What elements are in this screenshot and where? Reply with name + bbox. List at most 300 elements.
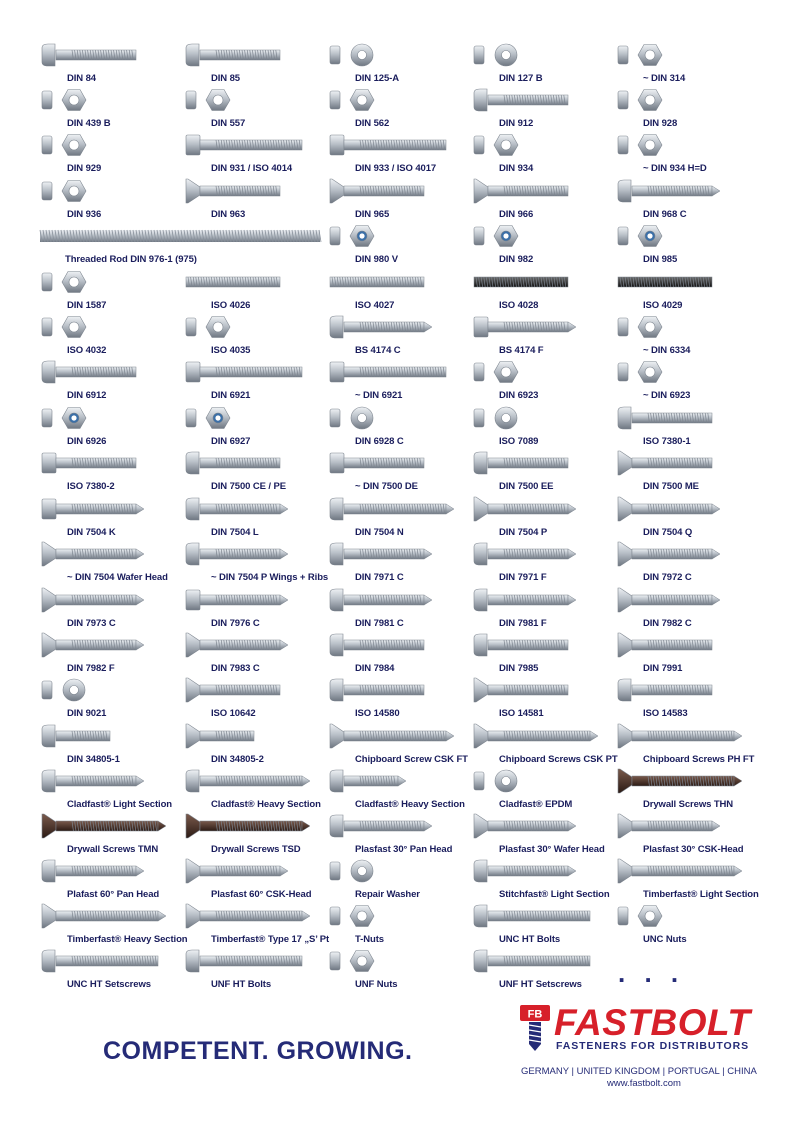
flange-bolt-icon (186, 362, 302, 382)
hex-tapping-icon (184, 585, 324, 615)
dome-cap-nut-icon (40, 267, 180, 297)
countersunk-slotted-icon (186, 179, 280, 203)
product-label: DIN 929 (67, 163, 102, 174)
epdm-washer-icon (472, 766, 612, 796)
chipboard-csk-full-icon (330, 724, 454, 748)
product-label: DIN 6921 (211, 390, 251, 401)
product-label: ISO 7380-1 (643, 436, 691, 447)
pan-self-drill-long-icon (328, 494, 468, 524)
coupling-nut-icon (618, 317, 662, 338)
flange-metal-lock-nut-icon (186, 408, 230, 429)
product-label: DIN 7500 CE / PE (211, 481, 286, 492)
pan-machine-cross-icon (474, 634, 568, 656)
lock-nut-icon (330, 226, 374, 247)
threaded-rod-icon (40, 230, 321, 242)
product-label: Chipboard Screw CSK FT (355, 754, 468, 765)
serrated-flange-bolt-icon (328, 357, 468, 387)
raised-csk-slotted-tapping-icon (42, 588, 144, 612)
weld-hex-nut-icon (42, 135, 86, 156)
product-label: UNC HT Bolts (499, 934, 561, 945)
product-label: DIN 7991 (643, 663, 683, 674)
flange-nut-icon (474, 362, 518, 383)
pan-cross-tapping-icon (330, 589, 432, 611)
cladfast-heavy-short-icon (330, 770, 406, 792)
cheese-torx-icon (328, 675, 468, 705)
thin-hex-nut-icon (40, 85, 180, 115)
chipboard-csk-partial-icon (474, 724, 598, 748)
hex-washer-tapping-icon (328, 403, 468, 433)
product-label: DIN 985 (643, 254, 678, 265)
button-flange-icon (42, 453, 136, 473)
product-label: DIN 439 B (67, 118, 111, 129)
wafer-self-drill-icon (40, 539, 180, 569)
raised-csk-cross-tapping-icon (186, 633, 288, 657)
t-nut-icon (328, 901, 468, 931)
pan-torx-icon (616, 675, 756, 705)
flange-bolt-icon (184, 357, 324, 387)
hex-bolt-partial-icon (186, 135, 302, 155)
drywall-coarse-icon (42, 814, 166, 838)
product-label: DIN 7972 C (643, 572, 692, 583)
chipboard-csk-full-icon (328, 721, 468, 751)
cheese-torx-icon (330, 679, 424, 701)
product-label: ISO 7380-2 (67, 481, 115, 492)
product-label: Plasfast 30° Pan Head (355, 844, 453, 855)
hex-nut-high-icon (616, 130, 756, 160)
plasfast-60-csk-icon (186, 859, 288, 883)
product-label: UNC Nuts (643, 934, 687, 945)
screw-cheese-head-icon (42, 44, 136, 66)
pan-cross-tapping-icon (328, 585, 468, 615)
product-label: ISO 14580 (355, 708, 400, 719)
product-label: DIN 7971 C (355, 572, 404, 583)
product-label: DIN 34805-2 (211, 754, 264, 765)
product-label: DIN 85 (211, 73, 240, 84)
timberfast-light-icon (616, 856, 756, 886)
nylon-lock-nut-thin-icon (618, 226, 662, 247)
pan-tapping-collar-icon (618, 180, 720, 202)
set-screw-cup-black-icon (618, 277, 712, 287)
wings-self-drill-icon (186, 543, 288, 565)
drywall-drill-icon (184, 811, 324, 841)
product-label: ~ DIN 7504 P Wings + Ribs (211, 572, 329, 583)
large-washer-icon (40, 675, 180, 705)
product-label: Cladfast® Heavy Section (355, 799, 465, 810)
product-label: Timberfast® Heavy Section (67, 934, 188, 945)
csk-thread-forming-icon (618, 451, 712, 475)
nylon-lock-nut-thin-icon (616, 221, 756, 251)
product-label: DIN 1587 (67, 300, 107, 311)
repair-washer-icon (330, 860, 373, 882)
product-label: Stitchfast® Light Section (499, 889, 610, 900)
product-label: ~ DIN 6923 (643, 390, 691, 401)
thin-square-nut-icon (328, 85, 468, 115)
socket-cap-screw-icon (472, 85, 612, 115)
product-label: DIN 7981 F (499, 618, 547, 629)
unf-nut-icon (330, 951, 374, 972)
csk-cross-tapping-flat-icon (42, 633, 144, 657)
fastbolt-logo (520, 1002, 770, 1062)
csk-torx-icon (472, 675, 612, 705)
wing-nut-icon (616, 40, 756, 70)
chipboard-pan-icon (618, 724, 742, 748)
timberfast-light-icon (618, 859, 742, 883)
logo-mark-tip (529, 1044, 541, 1051)
raised-csk-self-drill-icon (616, 494, 756, 524)
flange-lock-nut-icon (42, 408, 86, 429)
product-label: ISO 14581 (499, 708, 544, 719)
timberfast-type17-icon (186, 904, 310, 928)
hex-washer-tapping-icon (330, 407, 373, 429)
product-label: DIN 127 B (499, 73, 543, 84)
repair-washer-icon (328, 856, 468, 886)
plasfast-csk-icon (616, 811, 756, 841)
csk-torx-short-icon (186, 724, 254, 748)
unf-setscrew-icon (472, 946, 612, 976)
product-label: DIN 6926 (67, 436, 107, 447)
product-label: DIN 7982 C (643, 618, 692, 629)
hex-nut-icon (42, 317, 86, 338)
brand-tagline: FASTENERS FOR DISTRIBUTORS (556, 1040, 749, 1052)
product-label: ISO 4027 (355, 300, 395, 311)
pan-tapping-collar-icon (616, 176, 756, 206)
hex-nut-icon (474, 135, 518, 156)
product-label: DIN 968 C (643, 209, 687, 220)
country-list: GERMANY | UNITED KINGDOM | PORTUGAL | CHINA (521, 1066, 757, 1077)
product-label: Plasfast 60° CSK-Head (211, 889, 312, 900)
plasfast-csk-icon (618, 814, 720, 838)
product-label: ISO 4035 (211, 345, 251, 356)
product-label: DIN 7981 C (355, 618, 404, 629)
stitchfast-icon (474, 860, 576, 882)
t-nut-icon (330, 906, 374, 927)
csk-self-drill-icon (474, 497, 576, 521)
product-label: Timberfast® Type 17 „S’ Pt (211, 934, 330, 945)
product-label: T-Nuts (355, 934, 384, 945)
chipboard-csk-partial-icon (472, 721, 612, 751)
cladfast-light-icon (40, 766, 180, 796)
pan-thread-forming-icon (184, 448, 324, 478)
csk-socket-icon (616, 630, 756, 660)
product-label: DIN 980 V (355, 254, 398, 265)
hex-thread-forming-icon (330, 453, 424, 473)
csk-self-drill-icon (472, 494, 612, 524)
screw-pan-slotted-icon (184, 40, 324, 70)
product-label: UNF Nuts (355, 979, 398, 990)
csk-socket-iso-icon (184, 675, 324, 705)
pan-slotted-tapping-icon (330, 543, 432, 565)
drywall-fine-icon (616, 766, 756, 796)
product-label: DIN 7500 ME (643, 481, 699, 492)
product-label: DIN 557 (211, 118, 246, 129)
chipboard-pan-icon (616, 721, 756, 751)
product-label: DIN 84 (67, 73, 96, 84)
countersunk-cross-icon (328, 176, 468, 206)
square-nut-icon (184, 85, 324, 115)
unc-setscrew-icon (42, 950, 158, 972)
pan-self-drill-icon (186, 498, 288, 520)
product-label: ~ DIN 6334 (643, 345, 691, 356)
flange-lock-nut-icon (40, 403, 180, 433)
product-label: ISO 7089 (499, 436, 539, 447)
product-label: DIN 7504 N (355, 527, 404, 538)
cladfast-heavy-short-icon (328, 766, 468, 796)
pan-machine-cross-icon (472, 630, 612, 660)
button-head-icon (618, 407, 712, 429)
pan-torx-short-icon (42, 725, 110, 747)
cladfast-light-icon (42, 770, 144, 792)
product-label: DIN 7504 Q (643, 527, 693, 538)
product-label: ~ DIN 6921 (355, 390, 403, 401)
product-label: ~ DIN 7504 Wafer Head (67, 572, 168, 583)
plafast-pan-icon (42, 860, 144, 882)
product-label: DIN 7500 EE (499, 481, 554, 492)
drywall-drill-icon (186, 814, 310, 838)
set-screw-dog-black-icon (474, 277, 568, 287)
screw-cheese-head-icon (40, 40, 180, 70)
pan-cross-tapping-flat-icon (472, 585, 612, 615)
product-label: DIN 7985 (499, 663, 539, 674)
set-screw-dog-black-icon (472, 267, 612, 297)
product-label: DIN 34805-1 (67, 754, 120, 765)
timberfast-type17-icon (184, 901, 324, 931)
drywall-coarse-icon (40, 811, 180, 841)
unf-bolt-icon (184, 946, 324, 976)
low-socket-cap-icon (42, 361, 136, 383)
unf-bolt-icon (186, 950, 302, 972)
wing-nut-icon (618, 45, 662, 66)
washer-icon (330, 44, 373, 66)
nylon-lock-nut-icon (474, 226, 518, 247)
plasfast-wafer-icon (472, 811, 612, 841)
product-label: DIN 7976 C (211, 618, 260, 629)
product-label: Drywall Screws TMN (67, 844, 159, 855)
square-nut-icon (186, 90, 230, 111)
product-label: Plasfast 30° Wafer Head (499, 844, 605, 855)
product-label: DIN 9021 (67, 708, 107, 719)
thin-square-nut-icon (330, 90, 374, 111)
set-screw-flat-icon (186, 277, 280, 287)
product-label: DIN 934 (499, 163, 534, 174)
thin-hex-nut-icon (42, 90, 86, 111)
product-label: DIN 936 (67, 209, 102, 220)
weld-square-nut-icon (618, 90, 662, 111)
raised-csk-cross-tapping-icon (184, 630, 324, 660)
set-screw-cone-icon (328, 267, 468, 297)
csk-slotted-tapping-icon (618, 542, 720, 566)
timberfast-heavy-icon (42, 904, 166, 928)
serrated-flange-bolt-icon (330, 362, 446, 382)
pan-slotted-tapping-flat-icon (472, 539, 612, 569)
product-label: Chipboard Screws CSK PT (499, 754, 618, 765)
product-label: DIN 7984 (355, 663, 395, 674)
unc-setscrew-icon (40, 946, 180, 976)
csk-socket-iso-icon (186, 678, 280, 702)
csk-socket-icon (618, 633, 712, 657)
product-label: ISO 10642 (211, 708, 256, 719)
lock-nut-icon (328, 221, 468, 251)
unf-nut-icon (328, 946, 468, 976)
hex-bolt-partial-icon (184, 130, 324, 160)
flange-tapping-screw-icon (474, 317, 576, 337)
hex-bolt-full-icon (328, 130, 468, 160)
product-label: DIN 6928 C (355, 436, 404, 447)
product-label: DIN 7504 K (67, 527, 116, 538)
product-label: Chipboard Screws PH FT (643, 754, 755, 765)
product-label: DIN 931 / ISO 4014 (211, 163, 293, 174)
brand-name: FASTBOLT (554, 1002, 751, 1043)
product-label: DIN 928 (643, 118, 678, 129)
cladfast-heavy-icon (184, 766, 324, 796)
product-label: DIN 965 (355, 209, 390, 220)
product-label: ~ DIN 934 H=D (643, 163, 707, 174)
flange-metal-lock-nut-icon (184, 403, 324, 433)
product-label: DIN 125-A (355, 73, 399, 84)
product-label: ISO 4026 (211, 300, 251, 311)
plasfast-pan-icon (330, 815, 432, 837)
product-label: ISO 4029 (643, 300, 683, 311)
product-label: DIN 912 (499, 118, 534, 129)
product-label: DIN 982 (499, 254, 534, 265)
product-label: ISO 4028 (499, 300, 539, 311)
plafast-pan-icon (40, 856, 180, 886)
hex-self-drill-icon (40, 494, 180, 524)
unc-bolt-icon (474, 905, 590, 927)
csk-cross-tapping-flat-icon (40, 630, 180, 660)
hex-thread-forming-icon (328, 448, 468, 478)
product-label: DIN 6923 (499, 390, 539, 401)
product-label: DIN 7983 C (211, 663, 260, 674)
product-label: DIN 6927 (211, 436, 251, 447)
product-label: Threaded Rod DIN 976-1 (975) (65, 254, 197, 265)
spring-washer-icon (472, 40, 612, 70)
hex-nut-high-icon (618, 135, 662, 156)
countersunk-cross-icon (330, 179, 424, 203)
unc-nut-icon (618, 906, 662, 927)
hex-jam-nut-icon (40, 176, 180, 206)
washer-icon (328, 40, 468, 70)
plasfast-wafer-icon (474, 814, 576, 838)
set-screw-cup-black-icon (616, 267, 756, 297)
csk-slotted-tapping-icon (616, 539, 756, 569)
button-head-icon (616, 403, 756, 433)
epdm-washer-icon (474, 770, 517, 792)
csk-cross-tapping-icon (616, 585, 756, 615)
product-label: BS 4174 F (499, 345, 544, 356)
hex-nut-icon (472, 130, 612, 160)
hex-jam-nut-icon (42, 181, 86, 202)
set-screw-flat-icon (184, 267, 324, 297)
pan-self-drill-long-icon (330, 498, 454, 520)
product-label: UNF HT Bolts (211, 979, 272, 990)
button-flange-icon (40, 448, 180, 478)
product-label: Plasfast 30° CSK-Head (643, 844, 744, 855)
product-label: ~ DIN 7500 DE (355, 481, 418, 492)
product-label: DIN 6912 (67, 390, 107, 401)
website-link[interactable]: www.fastbolt.com (607, 1078, 681, 1089)
spring-washer-icon (474, 44, 517, 66)
unc-bolt-icon (472, 901, 612, 931)
product-label: ~ DIN 314 (643, 73, 686, 84)
csk-torx-short-icon (184, 721, 324, 751)
low-head-socket-icon (328, 630, 468, 660)
wafer-self-drill-icon (42, 542, 144, 566)
low-head-socket-icon (330, 634, 424, 656)
hex-self-drill-icon (42, 499, 144, 519)
timberfast-heavy-icon (40, 901, 180, 931)
wings-self-drill-icon (184, 539, 324, 569)
pan-self-drill-icon (184, 494, 324, 524)
flange-nut-icon (472, 357, 612, 387)
flat-washer-icon (472, 403, 612, 433)
serrated-flange-nut-icon (618, 362, 662, 383)
flat-washer-icon (474, 407, 517, 429)
cheese-thread-forming-icon (474, 452, 568, 474)
product-label: DIN 7973 C (67, 618, 116, 629)
cladfast-heavy-icon (186, 770, 310, 792)
pan-slotted-tapping-icon (328, 539, 468, 569)
product-label: DIN 7504 P (499, 527, 548, 538)
fastbolt-bolt-mark-icon (520, 1005, 550, 1051)
product-label: Timberfast® Light Section (643, 889, 759, 900)
hex-thin-nut-icon (184, 312, 324, 342)
pan-tapping-screw-icon (330, 316, 432, 338)
socket-cap-screw-icon (474, 89, 568, 111)
hex-thin-nut-icon (186, 317, 230, 338)
countersunk-slotted-icon (184, 176, 324, 206)
weld-square-nut-icon (616, 85, 756, 115)
product-label: ISO 4032 (67, 345, 107, 356)
set-screw-cone-icon (330, 277, 424, 287)
serrated-flange-nut-icon (616, 357, 756, 387)
csk-cross-tapping-icon (618, 588, 720, 612)
product-label: DIN 7504 L (211, 527, 259, 538)
csk-thread-forming-icon (616, 448, 756, 478)
product-label: Drywall Screws THN (643, 799, 734, 810)
product-label: Cladfast® EPDM (499, 799, 573, 810)
raised-countersunk-icon (472, 176, 612, 206)
csk-torx-icon (474, 678, 568, 702)
low-socket-cap-icon (40, 357, 180, 387)
coupling-nut-icon (616, 312, 756, 342)
product-label: DIN 933 / ISO 4017 (355, 163, 437, 174)
product-label: DIN 963 (211, 209, 246, 220)
pan-torx-icon (618, 679, 712, 701)
nylon-lock-nut-icon (472, 221, 612, 251)
cheese-thread-forming-icon (472, 448, 612, 478)
product-label: UNC HT Setscrews (67, 979, 151, 990)
hex-tapping-icon (186, 590, 288, 610)
product-label: Repair Washer (355, 889, 420, 900)
plasfast-60-csk-icon (184, 856, 324, 886)
product-label: UNF HT Setscrews (499, 979, 582, 990)
pan-thread-forming-icon (186, 452, 280, 474)
hex-nut-icon (40, 312, 180, 342)
product-label: Plafast 60° Pan Head (67, 889, 160, 900)
dome-cap-nut-icon (42, 272, 86, 293)
product-label: DIN 562 (355, 118, 390, 129)
unf-setscrew-icon (474, 950, 590, 972)
product-label: DIN 7982 F (67, 663, 115, 674)
product-label: ISO 14583 (643, 708, 688, 719)
logo-mark-text: FB (527, 1008, 543, 1021)
plasfast-pan-icon (328, 811, 468, 841)
pan-tapping-screw-icon (328, 312, 468, 342)
raised-countersunk-icon (474, 179, 568, 203)
pan-slotted-tapping-flat-icon (474, 543, 576, 565)
flange-tapping-screw-icon (472, 312, 612, 342)
pan-cross-tapping-flat-icon (474, 589, 576, 611)
